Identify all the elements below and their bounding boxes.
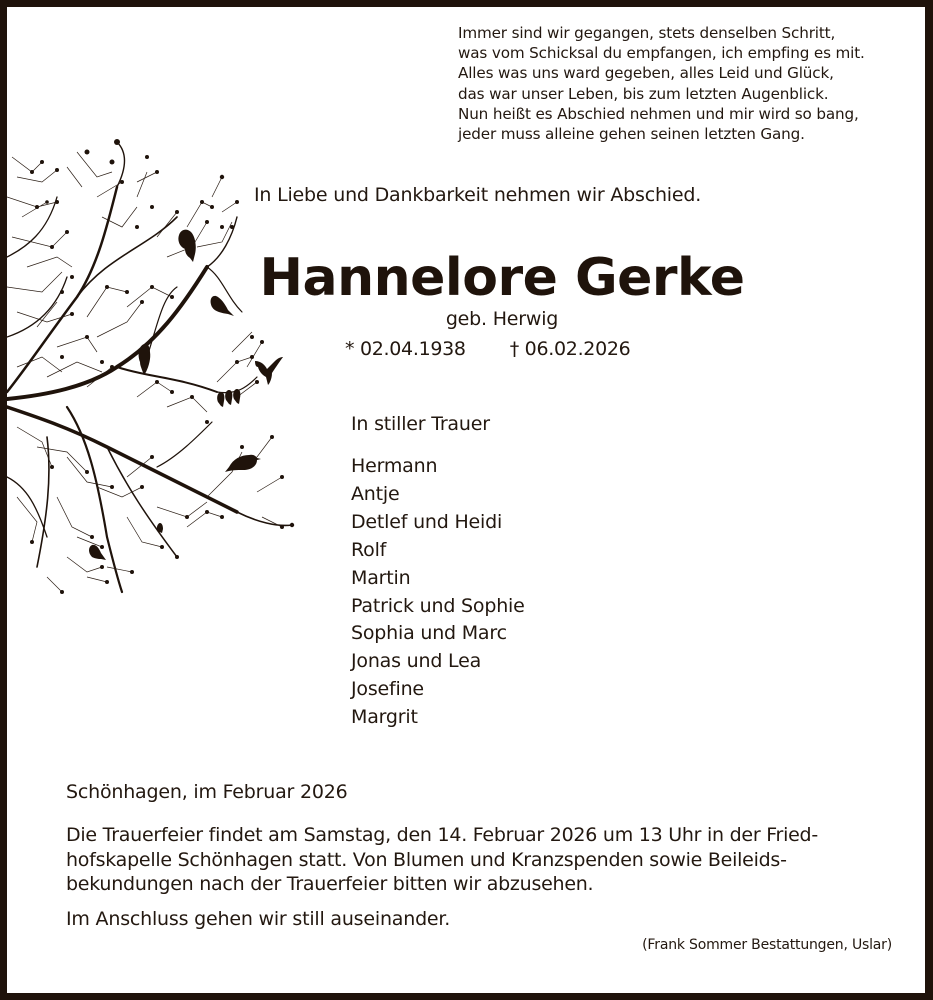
place-date: Schönhagen, im Februar 2026 — [66, 781, 348, 803]
maiden-name: geb. Herwig — [445, 308, 559, 330]
mourner-name: Rolf — [351, 538, 387, 561]
mourners-heading: In stiller Trauer — [351, 413, 490, 435]
undertaker-credit: (Frank Sommer Bestattungen, Uslar) — [642, 937, 892, 953]
mourners-list — [351, 453, 525, 732]
service-line: Die Trauerfeier findet am Samstag, den 14. Februar 2026 um 13 Uhr in der Fried- — [66, 824, 818, 846]
life-dates — [345, 338, 630, 360]
mourner-name: Detlef und Heidi — [351, 510, 503, 533]
intro-text: In Liebe und Dankbarkeit nehmen wir Abschied. — [254, 184, 702, 206]
poem-line: was vom Schicksal du empfangen, ich empfing es mit. — [458, 44, 865, 63]
obituary-notice — [7, 7, 925, 993]
deceased-name: Hannelore Gerke — [259, 248, 745, 308]
tree-with-birds-icon — [7, 137, 307, 597]
poem-line: jeder muss alleine gehen seinen letzten Gang. — [458, 125, 805, 144]
mourner-name: Martin — [351, 566, 411, 589]
mourner-name: Josefine — [351, 678, 424, 701]
service-line: hofskapelle Schönhagen statt. Von Blumen und Kranzspenden sowie Beileids- — [66, 848, 787, 871]
death-date: † 06.02.2026 — [509, 338, 631, 360]
poem-line: das war unser Leben, bis zum letzten Augenblick. — [458, 84, 829, 103]
closing-remark: Im Anschluss gehen wir still auseinander. — [66, 908, 451, 930]
mourner-name: Antje — [351, 482, 400, 505]
poem-line: Alles was uns ward gegeben, alles Leid und Glück, — [458, 64, 834, 83]
mourner-name: Jonas und Lea — [351, 650, 482, 673]
mourner-name: Margrit — [351, 706, 418, 729]
birth-date: * 02.04.1938 — [345, 338, 466, 360]
service-line: bekundungen nach der Trauerfeier bitten wir abzusehen. — [66, 873, 594, 895]
mourner-name: Patrick und Sophie — [351, 594, 525, 617]
funeral-service-info — [66, 823, 818, 897]
poem — [458, 23, 865, 144]
mourner-name: Hermann — [351, 455, 438, 477]
poem-line: Immer sind wir gegangen, stets denselben Schritt, — [458, 24, 836, 42]
poem-line: Nun heißt es Abschied nehmen und mir wird so bang, — [458, 104, 859, 123]
mourner-name: Sophia und Marc — [351, 622, 507, 645]
